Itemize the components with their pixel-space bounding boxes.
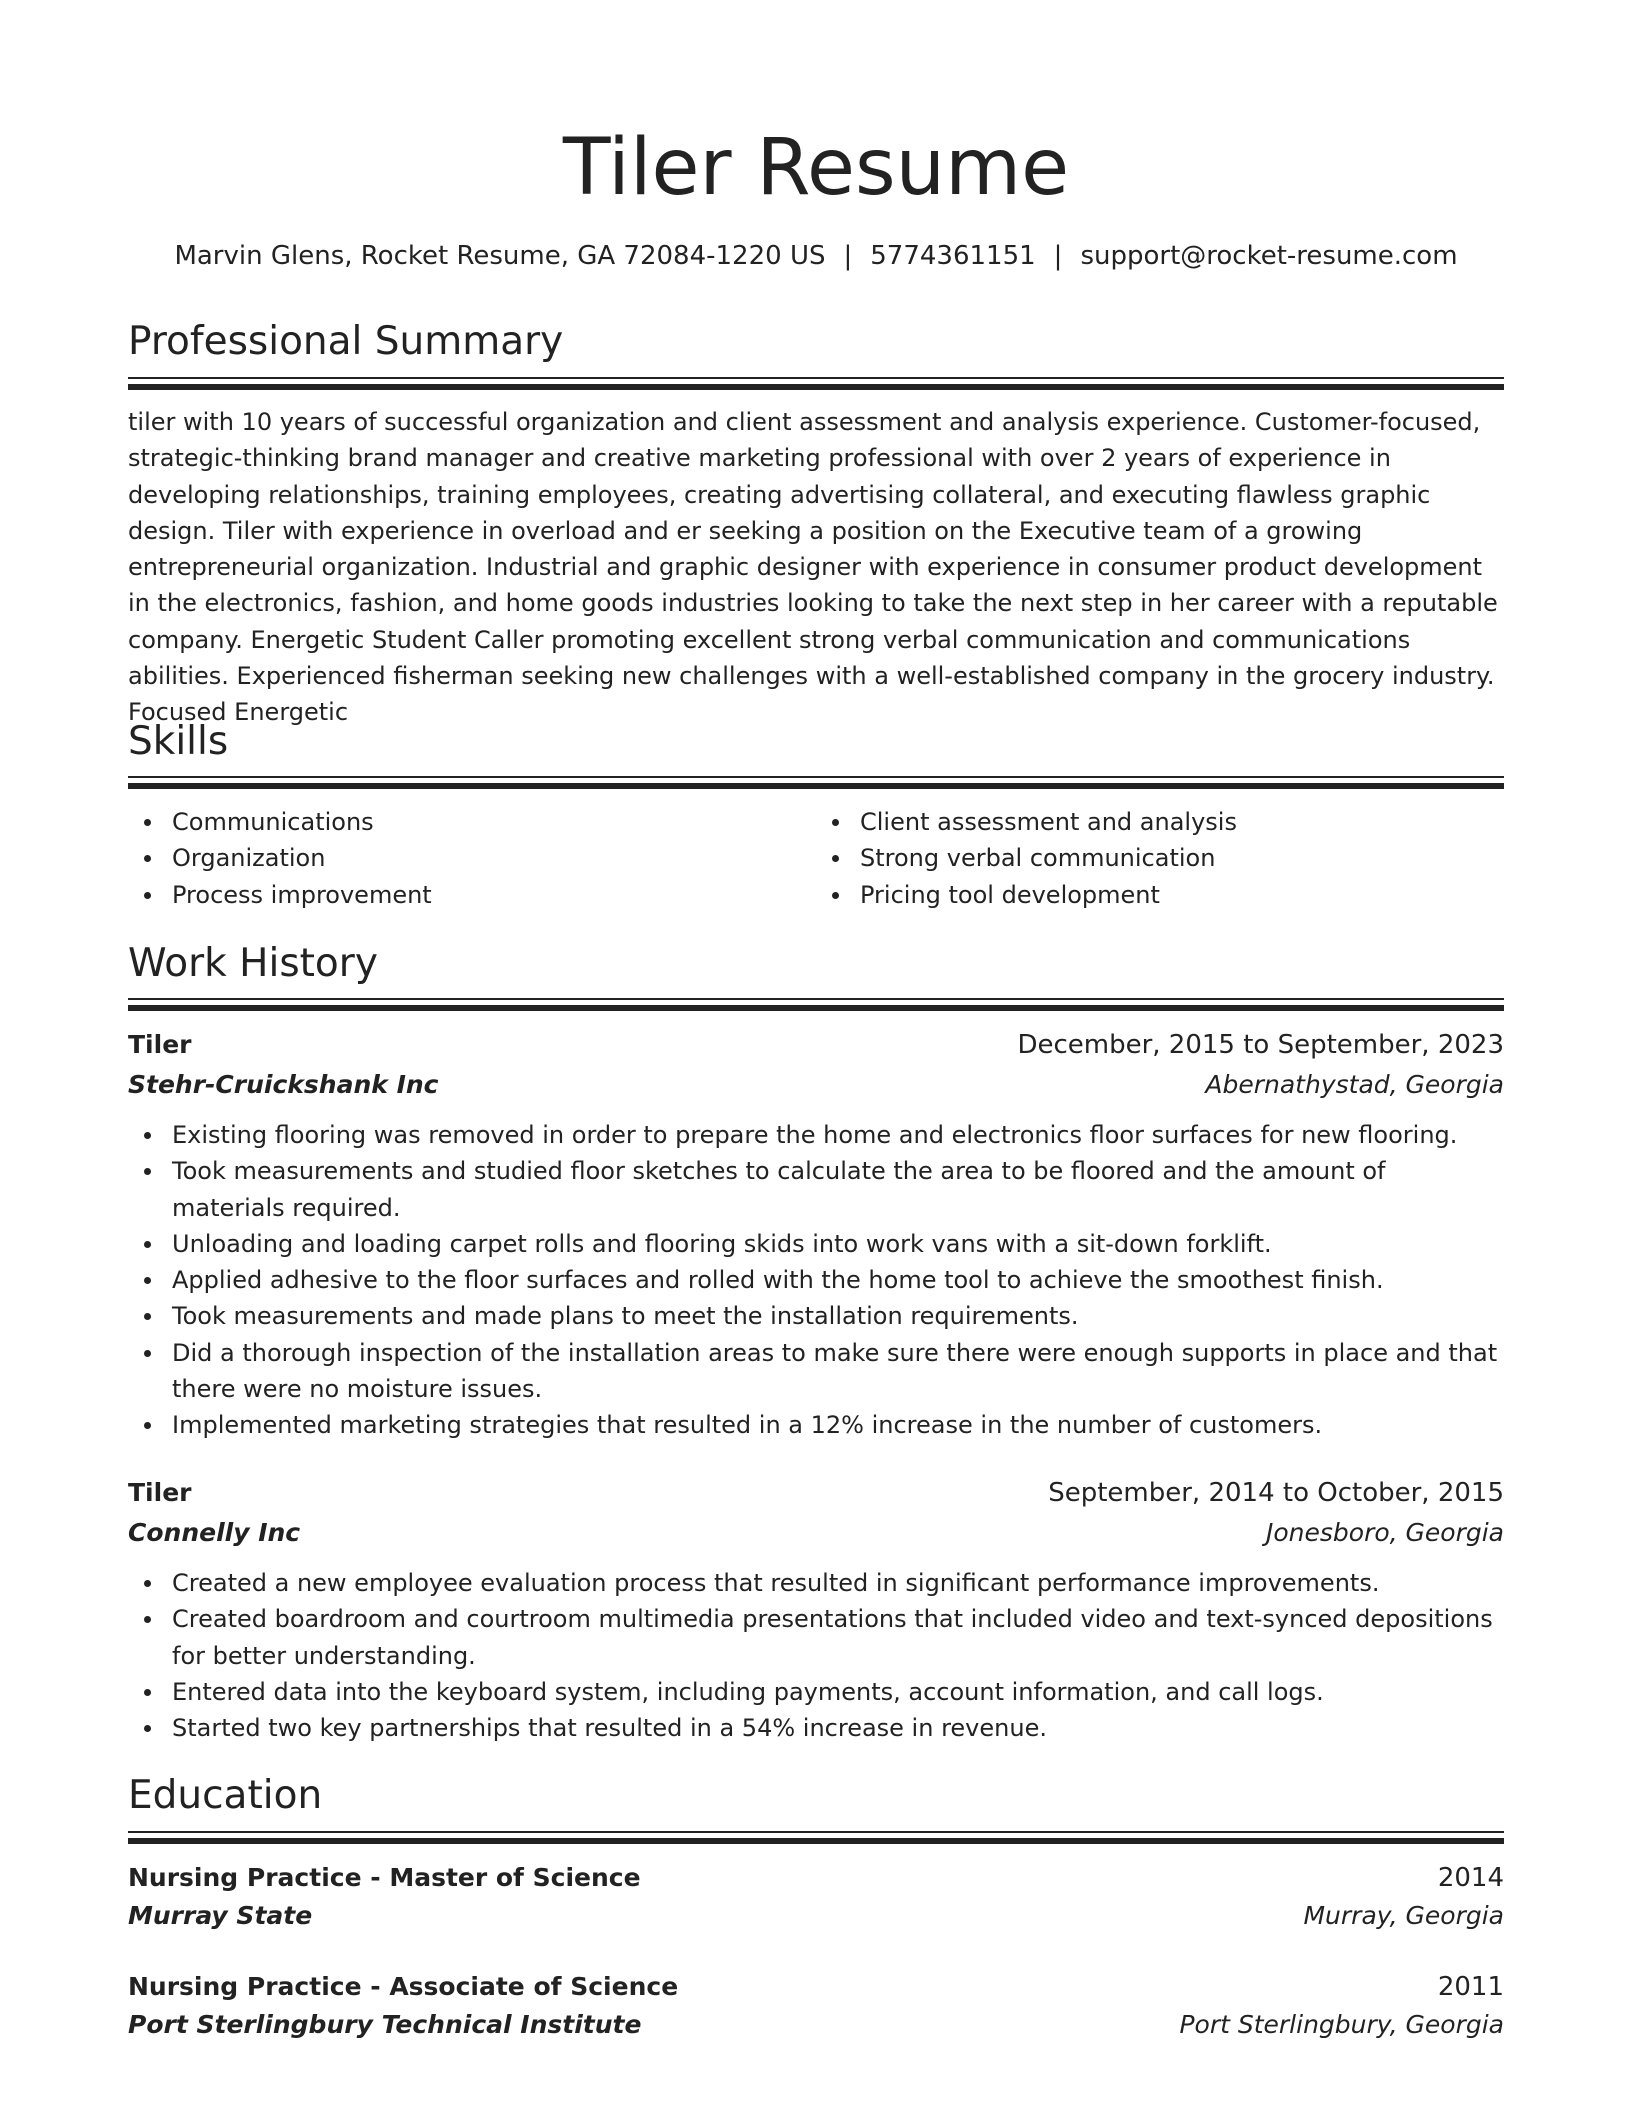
job-header	[128, 1025, 1504, 1065]
job-duty: Implemented marketing strategies that resulted in a 12% increase in the number of customers.	[128, 1407, 1504, 1443]
job-duty: Took measurements and studied floor sketches to calculate the area to be floored and the amount of materials required.	[128, 1153, 1504, 1226]
education-location: Murray, Georgia	[1303, 1901, 1504, 1930]
education-school: Port Sterlingbury Technical Institute	[128, 2010, 642, 2039]
section-divider	[128, 998, 1504, 1011]
work-history-heading: Work History	[128, 941, 378, 986]
job-duty: Started two key partnerships that resulted in a 54% increase in revenue.	[128, 1710, 1504, 1746]
education-school-row	[128, 1896, 1504, 1936]
job-duty: Entered data into the keyboard system, including payments, account information, and call logs.	[128, 1674, 1504, 1710]
skill-item: Pricing tool development	[816, 877, 1504, 913]
summary-heading: Professional Summary	[128, 319, 564, 364]
job-duty: Did a thorough inspection of the installation areas to make sure there were enough supports in place and that there were no moisture issues.	[128, 1335, 1504, 1408]
skill-item: Client assessment and analysis	[816, 804, 1504, 840]
job-location: Abernathystad, Georgia	[1205, 1070, 1504, 1099]
job-duty: Created a new employee evaluation process that resulted in significant performance improvements.	[128, 1565, 1504, 1601]
contact-phone: 5774361151	[870, 241, 1036, 271]
job-title: Tiler	[128, 1478, 192, 1507]
job-company-row	[128, 1513, 1504, 1553]
contact-separator: |	[843, 241, 853, 271]
education-header	[128, 1967, 1504, 2007]
skill-item: Strong verbal communication	[816, 840, 1504, 876]
job-location: Jonesboro, Georgia	[1265, 1518, 1504, 1547]
education-degree: Nursing Practice - Master of Science	[128, 1863, 641, 1892]
education-school-row	[128, 2005, 1504, 2045]
job-duty: Created boardroom and courtroom multimedia presentations that included video and text-synced depositions for better understanding.	[128, 1601, 1504, 1674]
education-degree: Nursing Practice - Associate of Science	[128, 1972, 679, 2001]
job-dates: September, 2014 to October, 2015	[1048, 1478, 1504, 1508]
job-company: Connelly Inc	[128, 1518, 301, 1547]
skills-list	[128, 804, 1504, 913]
section-divider	[128, 377, 1504, 390]
contact-separator: |	[1053, 241, 1063, 271]
summary-text: tiler with 10 years of successful organization and client assessment and analysis experience. Customer-focused, strategic-thinking brand manager and creative marketing professional with over 2 years of experience in developing relationships, training employees, creating advertising collateral, and executing flawless graphic design. Tiler with experience in overload and er seeking a position on the Executive team of a growing entrepreneurial organization. Industrial and graphic designer with experience in consumer product development in the electronics, fashion, and home goods industries looking to take the next step in her career with a reputable company. Energetic Student Caller promoting excellent strong verbal communication and communications abilities. Experienced fisherman seeking new challenges with a well-established company in the grocery industry. Focused Energetic	[128, 408, 1498, 727]
job-company: Stehr-Cruickshank Inc	[128, 1070, 439, 1099]
education-heading: Education	[128, 1773, 323, 1818]
job-duty: Unloading and loading carpet rolls and flooring skids into work vans with a sit-down forklift.	[128, 1226, 1504, 1262]
job-header	[128, 1473, 1504, 1513]
resume-name: Tiler Resume	[562, 123, 1070, 213]
section-divider	[128, 1831, 1504, 1844]
job-duty: Existing flooring was removed in order to prepare the home and electronics floor surfaces for new flooring.	[128, 1117, 1504, 1153]
skill-item: Communications	[128, 804, 816, 840]
section-divider	[128, 776, 1504, 789]
job-duty: Took measurements and made plans to meet the installation requirements.	[128, 1298, 1504, 1334]
job-duties-list	[128, 1565, 1504, 1746]
education-school: Murray State	[128, 1901, 313, 1930]
skills-heading: Skills	[128, 719, 229, 764]
job-company-row	[128, 1065, 1504, 1105]
education-header	[128, 1858, 1504, 1898]
education-location: Port Sterlingbury, Georgia	[1179, 2010, 1504, 2039]
contact-address: Marvin Glens, Rocket Resume, GA 72084-1220 US	[174, 241, 826, 271]
job-duties-list	[128, 1117, 1504, 1444]
contact-email: support@rocket-resume.com	[1080, 241, 1458, 271]
contact-line	[128, 238, 1504, 274]
education-year: 2011	[1437, 1972, 1504, 2002]
education-year: 2014	[1437, 1863, 1504, 1893]
skill-item: Process improvement	[128, 877, 816, 913]
job-title: Tiler	[128, 1030, 192, 1059]
job-duty: Applied adhesive to the floor surfaces and rolled with the home tool to achieve the smoothest finish.	[128, 1262, 1504, 1298]
skill-item: Organization	[128, 840, 816, 876]
job-dates: December, 2015 to September, 2023	[1017, 1030, 1504, 1060]
